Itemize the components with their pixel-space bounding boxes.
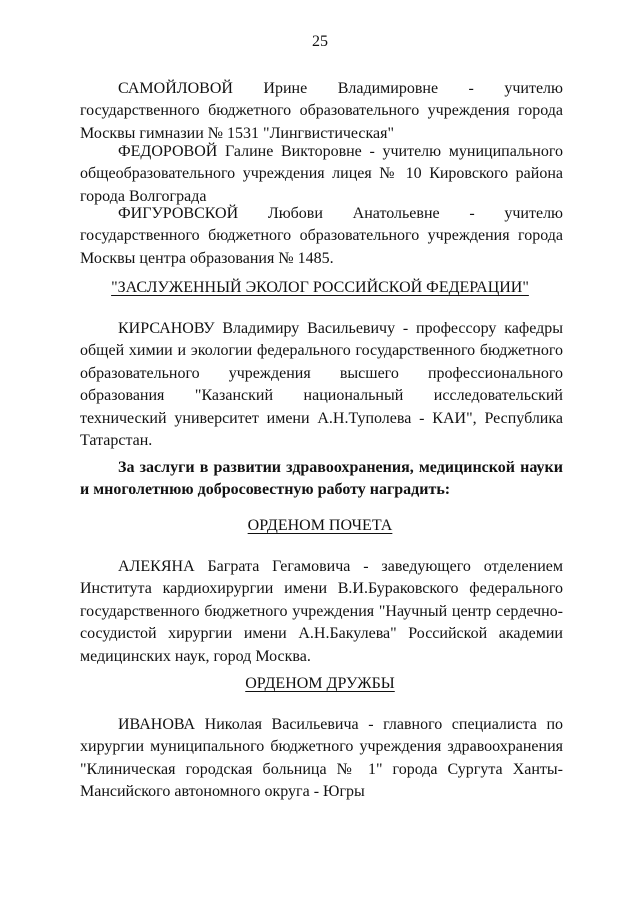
decree-line: и многолетнюю добросовестную работу наградить: xyxy=(80,481,451,499)
paragraph-line: Мансийского автономного округа - Югры xyxy=(80,783,365,801)
section-heading-text: "ЗАСЛУЖЕННЫЙ ЭКОЛОГ РОССИЙСКОЙ ФЕДЕРАЦИИ" xyxy=(111,279,529,296)
decree-line: За заслуги в развитии здравоохранения, медицинской науки xyxy=(118,459,563,476)
paragraph-line: САМОЙЛОВОЙ Ирине Владимировне - учителю xyxy=(118,80,563,97)
section-heading-text: ОРДЕНОМ ДРУЖБЫ xyxy=(245,675,395,692)
paragraph-line: АЛЕКЯНА Баграта Гегамовича - заведующего отделением xyxy=(118,558,563,575)
paragraph-line: КИРСАНОВУ Владимиру Васильевичу - профессору кафедры xyxy=(118,320,563,337)
award-paragraph-fedorova xyxy=(80,141,563,208)
award-paragraph-samoylova xyxy=(80,78,563,145)
paragraph-line: государственного бюджетного образовательного учреждения города xyxy=(80,227,563,245)
paragraph-line: образовательного учреждения высшего профессионального xyxy=(80,364,563,382)
paragraph-line: ФИГУРОВСКОЙ Любови Анатольевне - учителю xyxy=(118,205,563,222)
paragraph-line: государственного бюджетного учреждения "Научный центр сердечно- xyxy=(80,602,563,620)
paragraph-line: Татарстан. xyxy=(80,431,153,449)
section-heading-order-friendship xyxy=(0,673,640,695)
section-heading-order-honor xyxy=(0,515,640,537)
page-number: 25 xyxy=(312,33,328,50)
paragraph-line: технический университет имени А.Н.Туполева - КАИ", Республика xyxy=(80,409,563,427)
award-paragraph-figurovskaya xyxy=(80,203,563,270)
paragraph-line: общей химии и экологии федерального государственного бюджетного xyxy=(80,342,563,360)
award-paragraph-alekyan xyxy=(80,556,563,668)
section-heading-text: ОРДЕНОМ ПОЧЕТА xyxy=(247,517,393,534)
paragraph-line: государственного бюджетного образовательного учреждения города xyxy=(80,102,563,120)
paragraph-line: ИВАНОВА Николая Васильевича - главного специалиста по xyxy=(118,716,563,733)
decree-paragraph xyxy=(80,457,563,502)
paragraph-line: Института кардиохирургии имени В.И.Бураковского федерального xyxy=(80,580,563,598)
paragraph-line: общеобразовательного учреждения лицея № 10 Кировского района xyxy=(80,165,563,183)
paragraph-line: Москвы центра образования № 1485. xyxy=(80,249,334,267)
award-paragraph-ivanov xyxy=(80,714,563,804)
award-paragraph-kirsanov xyxy=(80,318,563,452)
paragraph-line: сосудистой хирургии имени А.Н.Бакулева" Российской академии xyxy=(80,625,563,643)
section-heading-ecologist xyxy=(0,277,640,299)
paragraph-line: города Волгограда xyxy=(80,187,207,205)
paragraph-line: ФЕДОРОВОЙ Галине Викторовне - учителю муниципального xyxy=(118,143,563,160)
paragraph-line: образования "Казанский национальный исследовательский xyxy=(80,387,563,405)
paragraph-line: медицинских наук, город Москва. xyxy=(80,647,311,665)
paragraph-line: "Клиническая городская больница № 1" города Сургута Ханты- xyxy=(80,760,563,778)
paragraph-line: хирургии муниципального бюджетного учреждения здравоохранения xyxy=(80,738,563,756)
paragraph-line: Москвы гимназии № 1531 "Лингвистическая" xyxy=(80,124,395,142)
